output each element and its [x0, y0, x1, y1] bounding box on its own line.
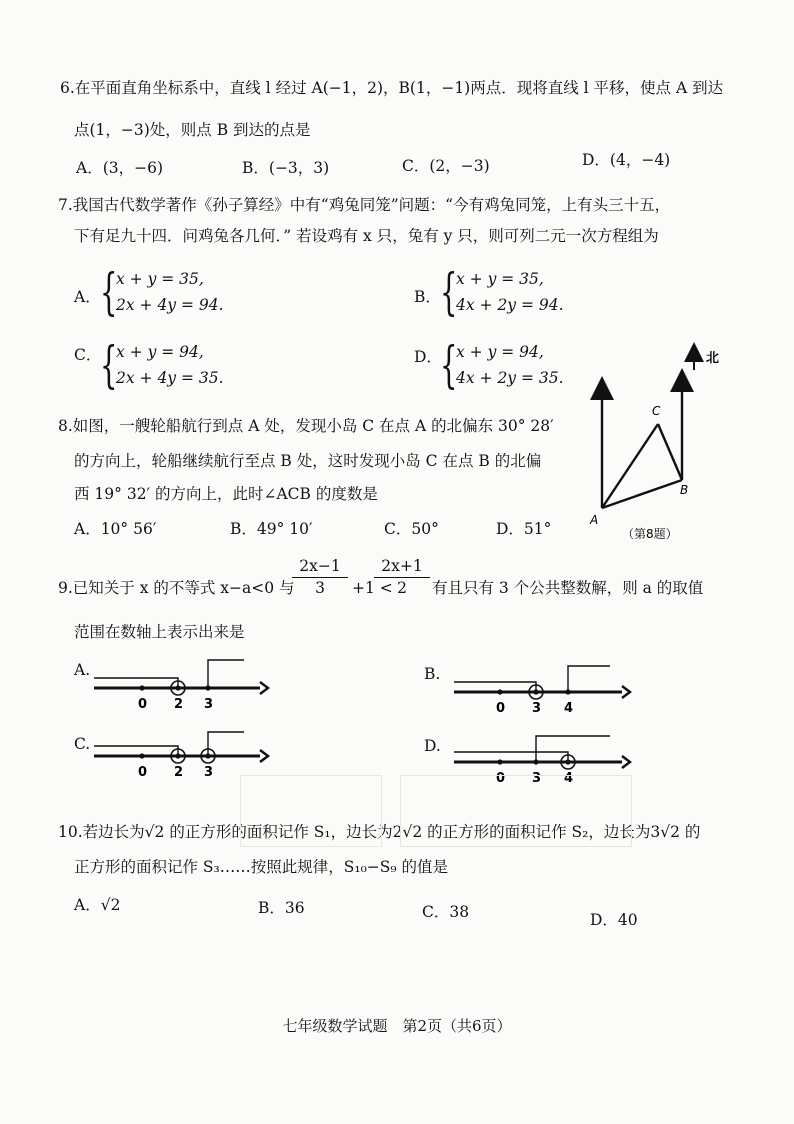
q9-frac1-den: 3: [315, 579, 325, 597]
q7-line2: 下有足九十四．问鸡兔各几何．” 若设鸡有 x 只，兔有 y 只，则可列二元一次方程组为: [74, 227, 659, 245]
tick-label-3: 3: [532, 771, 542, 786]
q7-d-eq2: 4x + 2y = 35.: [456, 369, 564, 387]
segment-ac: [602, 424, 658, 508]
tick-label-2: 2: [174, 697, 184, 712]
solution-bracket-right: [568, 666, 610, 692]
point-b-label: B: [680, 483, 689, 497]
segment-cb: [658, 424, 682, 480]
q7-line1: 7.我国古代数学著作《孙子算经》中有“鸡兔同笼”问题：“今有鸡兔同笼，上有头三十五，: [58, 196, 671, 214]
q8-option-a: A．10° 56′: [74, 520, 157, 538]
q9-mid: +1 <: [352, 579, 393, 597]
q8-option-c: C．50°: [384, 520, 439, 538]
q6-line1: 6.在平面直角坐标系中，直线 l 经过 A(−1，2)，B(1，−1)两点．现将直线 l 平移，使点 A 到达: [60, 79, 724, 97]
tick-label-4: 4: [564, 701, 574, 716]
tick-label-3: 3: [204, 765, 214, 780]
q10-option-c: C．38: [422, 903, 470, 921]
brace-icon: {: [100, 263, 118, 321]
figure-caption: （第8题）: [622, 527, 678, 541]
q9-frac2-num: 2x+1: [374, 556, 430, 578]
q10-option-d: D．40: [590, 911, 638, 929]
q6-option-a: A．(3，−6): [76, 159, 163, 177]
axis-arrow-icon: [622, 756, 630, 768]
q10-line2: 正方形的面积记作 S₃……按照此规律，S₁₀−S₉ 的值是: [74, 858, 449, 876]
q6-option-b: B．(−3，3): [242, 159, 330, 177]
q8-line1: 8.如图，一艘轮船航行到点 A 处，发现小岛 C 在点 A 的北偏东 30° 28′: [58, 417, 554, 435]
q10-line1: 10.若边长为√2 的正方形的面积记作 S₁，边长为2√2 的正方形的面积记作 S₂，边长为3√2 的: [58, 823, 701, 841]
tick-0: [139, 685, 144, 690]
q7-option-a-label: A．: [74, 288, 101, 306]
q9-frac2-den: 2: [397, 579, 407, 597]
tick-0: [139, 753, 144, 758]
brace-icon: {: [440, 263, 458, 321]
q9-option-b-numberline: [450, 656, 632, 716]
q6-option-d: D．(4，−4): [582, 151, 671, 169]
point-a-label: A: [590, 513, 599, 527]
axis-arrow-icon: [260, 682, 268, 694]
q6-option-c: C．(2，−3): [402, 157, 490, 175]
q8-line3: 西 19° 32′ 的方向上，此时∠ACB 的度数是: [74, 485, 378, 503]
point-c-label: C: [652, 404, 661, 418]
q9-line2: 范围在数轴上表示出来是: [74, 623, 245, 641]
q7-d-eq1: x + y = 94,: [456, 343, 544, 361]
tick-label-0: 0: [496, 701, 506, 716]
bleed-through-box: [240, 775, 382, 847]
tick-label-4: 4: [564, 771, 574, 786]
q9-option-c-label: C.: [74, 735, 91, 753]
brace-icon: {: [440, 336, 458, 394]
axis-arrow-icon: [622, 686, 630, 698]
q8-line2: 的方向上，轮船继续航行至点 B 处，这时发现小岛 C 在点 B 的北偏: [74, 452, 542, 470]
q9-pre: 9.已知关于 x 的不等式 x−a<0 与: [58, 579, 295, 597]
page-footer: 七年级数学试题 第2页（共6页）: [282, 1017, 512, 1035]
q10-option-a: A．√2: [74, 896, 121, 914]
tick-label-0: 0: [138, 697, 148, 712]
solution-bracket-right: [208, 660, 244, 688]
q9-fraction-1: [292, 556, 348, 599]
tick-label-3: 3: [204, 697, 214, 712]
q10-option-b: B．36: [258, 899, 305, 917]
q7-c-eq2: 2x + 4y = 35.: [116, 369, 224, 387]
q8-figure: [580, 340, 730, 550]
tick-label-2: 2: [174, 765, 184, 780]
axis-arrow-icon: [260, 750, 268, 762]
brace-icon: {: [100, 336, 118, 394]
segment-ab: [602, 480, 682, 508]
q7-b-eq2: 4x + 2y = 94.: [456, 296, 564, 314]
q7-c-eq1: x + y = 94,: [116, 343, 204, 361]
q7-option-c-label: C．: [74, 346, 102, 364]
tick-label-0: 0: [496, 771, 506, 786]
q7-option-d-label: D．: [414, 348, 442, 366]
q7-option-b-label: B．: [414, 288, 441, 306]
north-label: 北: [706, 351, 720, 366]
q9-option-c-numberline: [90, 718, 270, 780]
tick-label-3: 3: [532, 701, 542, 716]
q7-b-eq1: x + y = 35,: [456, 270, 544, 288]
q8-option-b: B．49° 10′: [230, 520, 313, 538]
q7-a-eq1: x + y = 35,: [116, 270, 204, 288]
q7-a-eq2: 2x + 4y = 94.: [116, 296, 224, 314]
tick-0: [497, 689, 502, 694]
q8-option-d: D．51°: [496, 520, 552, 538]
bleed-through-box: [400, 775, 632, 847]
q9-option-a-numberline: [90, 652, 270, 712]
q9-option-b-label: B.: [424, 665, 441, 683]
tick-0: [497, 759, 502, 764]
q9-post: 有且只有 3 个公共整数解，则 a 的取值: [432, 579, 704, 597]
q6-line2: 点(1，−3)处，则点 B 到达的点是: [74, 121, 311, 139]
q9-frac1-num: 2x−1: [292, 556, 348, 578]
q9-option-a-label: A.: [74, 661, 91, 679]
q9-fraction-2: [374, 556, 430, 599]
tick-label-0: 0: [138, 765, 148, 780]
q9-option-d-label: D.: [424, 737, 441, 755]
